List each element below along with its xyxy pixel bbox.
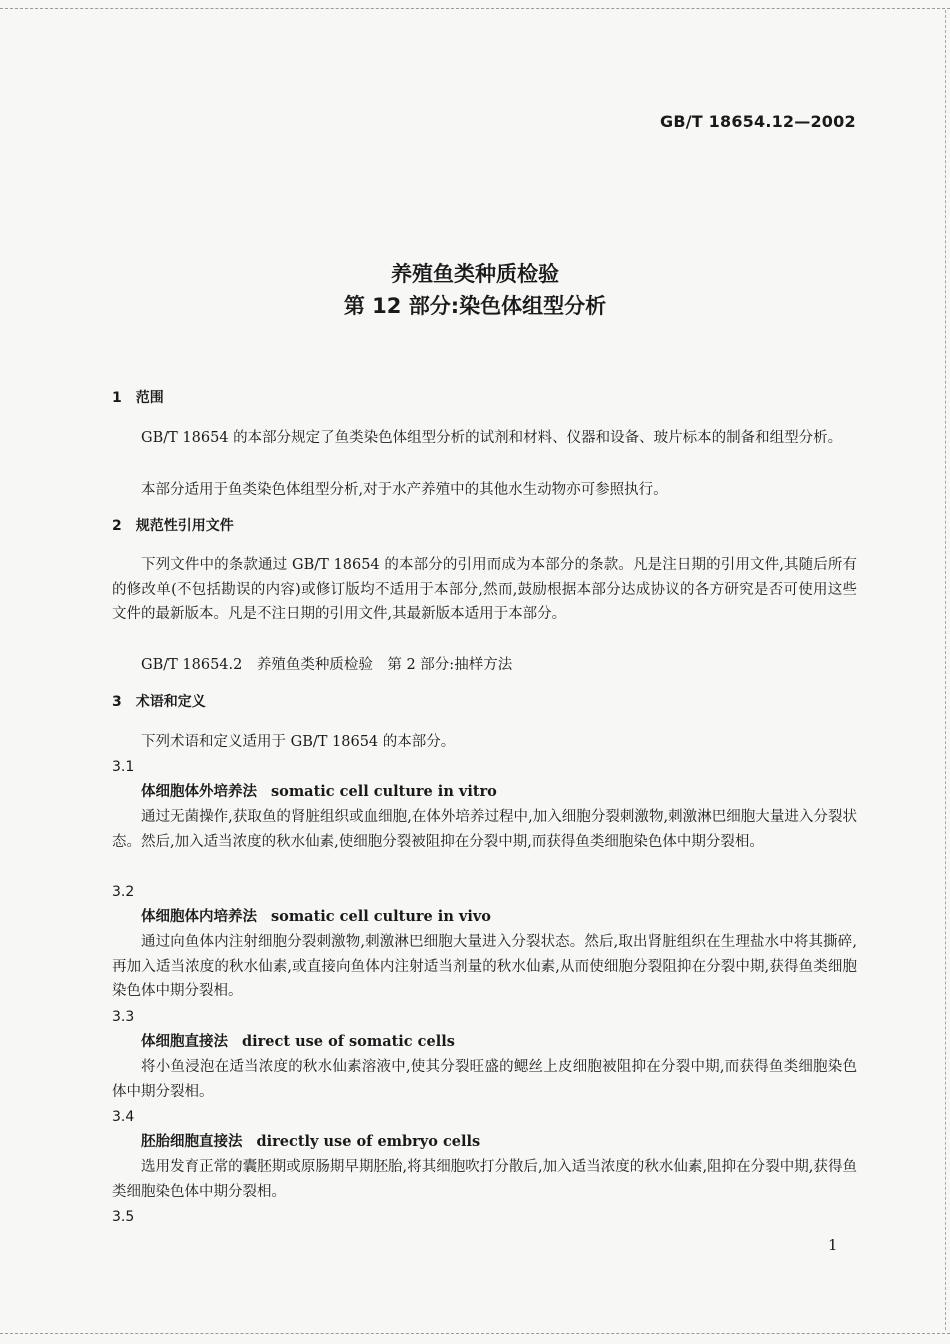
term-title [112,905,886,930]
term-en: somatic cell culture in vivo [271,908,491,925]
document-title-line1: 养殖鱼类种质检验 [391,262,559,286]
term-title [112,1030,886,1055]
scan-edge-top [0,8,950,9]
term-zh: 体细胞直接法 [141,1033,228,1050]
term-en: direct use of somatic cells [242,1033,455,1050]
section-2-paragraph-1: 下列文件中的条款通过 GB/T 18654 的本部分的引用而成为本部分的条款。凡是注日期的引用文件,其随后所有的修改单(不包括勘误的内容)或修订版均不适用于本部分,然而,鼓励根据本部分达成协议的各方研究是否可使用这些文件的最新版本。凡是不注日期的引用文件,其最新版本适用于本部分。 [112,557,857,622]
term-number: 3.1 [112,759,135,775]
section-1-heading: 1 范围 [112,390,164,406]
section-1-paragraph-1: GB/T 18654 的本部分规定了鱼类染色体组型分析的试剂和材料、仪器和设备、玻片标本的制备和组型分析。 [141,430,843,446]
term-en: directly use of embryo cells [256,1133,481,1150]
term-title [112,780,886,805]
normative-reference: GB/T 18654.2 养殖鱼类种质检验 第 2 部分:抽样方法 [141,657,513,673]
term-definition: 将小鱼浸泡在适当浓度的秋水仙素溶液中,使其分裂旺盛的鳃丝上皮细胞被阻抑在分裂中期,而获得鱼类细胞染色体中期分裂相。 [112,1059,857,1100]
term-definition: 选用发育正常的囊胚期或原肠期早期胚胎,将其细胞吹打分散后,加入适当浓度的秋水仙素,阻抑在分裂中期,获得鱼类细胞染色体中期分裂相。 [112,1159,857,1200]
standard-code: GB/T 18654.12—2002 [660,112,856,131]
section-1-paragraph-2: 本部分适用于鱼类染色体组型分析,对于水产养殖中的其他水生动物亦可参照执行。 [141,482,668,498]
term-number: 3.2 [112,884,135,900]
term-zh: 体细胞体外培养法 [141,783,257,800]
term-number: 3.4 [112,1109,135,1125]
term-en: somatic cell culture in vitro [271,783,497,800]
page-number: 1 [828,1236,838,1254]
document-title-line2: 第 12 部分:染色体组型分析 [343,294,607,318]
term-number: 3.5 [112,1209,135,1225]
term-number: 3.3 [112,1009,135,1025]
section-2-heading: 2 规范性引用文件 [112,518,234,534]
term-definition: 通过无菌操作,获取鱼的肾脏组织或血细胞,在体外培养过程中,加入细胞分裂刺激物,刺激淋巴细胞大量进入分裂状态。然后,加入适当浓度的秋水仙素,使细胞分裂被阻抑在分裂中期,而获得鱼类细胞染色体中期分裂相。 [112,809,857,850]
scan-edge-bottom [0,1333,950,1334]
section-3-heading: 3 术语和定义 [112,694,206,710]
term-definition: 通过向鱼体内注射细胞分裂刺激物,刺激淋巴细胞大量进入分裂状态。然后,取出肾脏组织在生理盐水中将其撕碎,再加入适当浓度的秋水仙素,或直接向鱼体内注射适当剂量的秋水仙素,从而使细胞分裂阻抑在分裂中期,获得鱼类细胞染色体中期分裂相。 [112,934,857,999]
term-title [112,1130,886,1155]
scan-edge-right [945,10,946,1330]
term-zh: 体细胞体内培养法 [141,908,257,925]
section-3-intro: 下列术语和定义适用于 GB/T 18654 的本部分。 [141,734,456,750]
term-zh: 胚胎细胞直接法 [141,1133,243,1150]
